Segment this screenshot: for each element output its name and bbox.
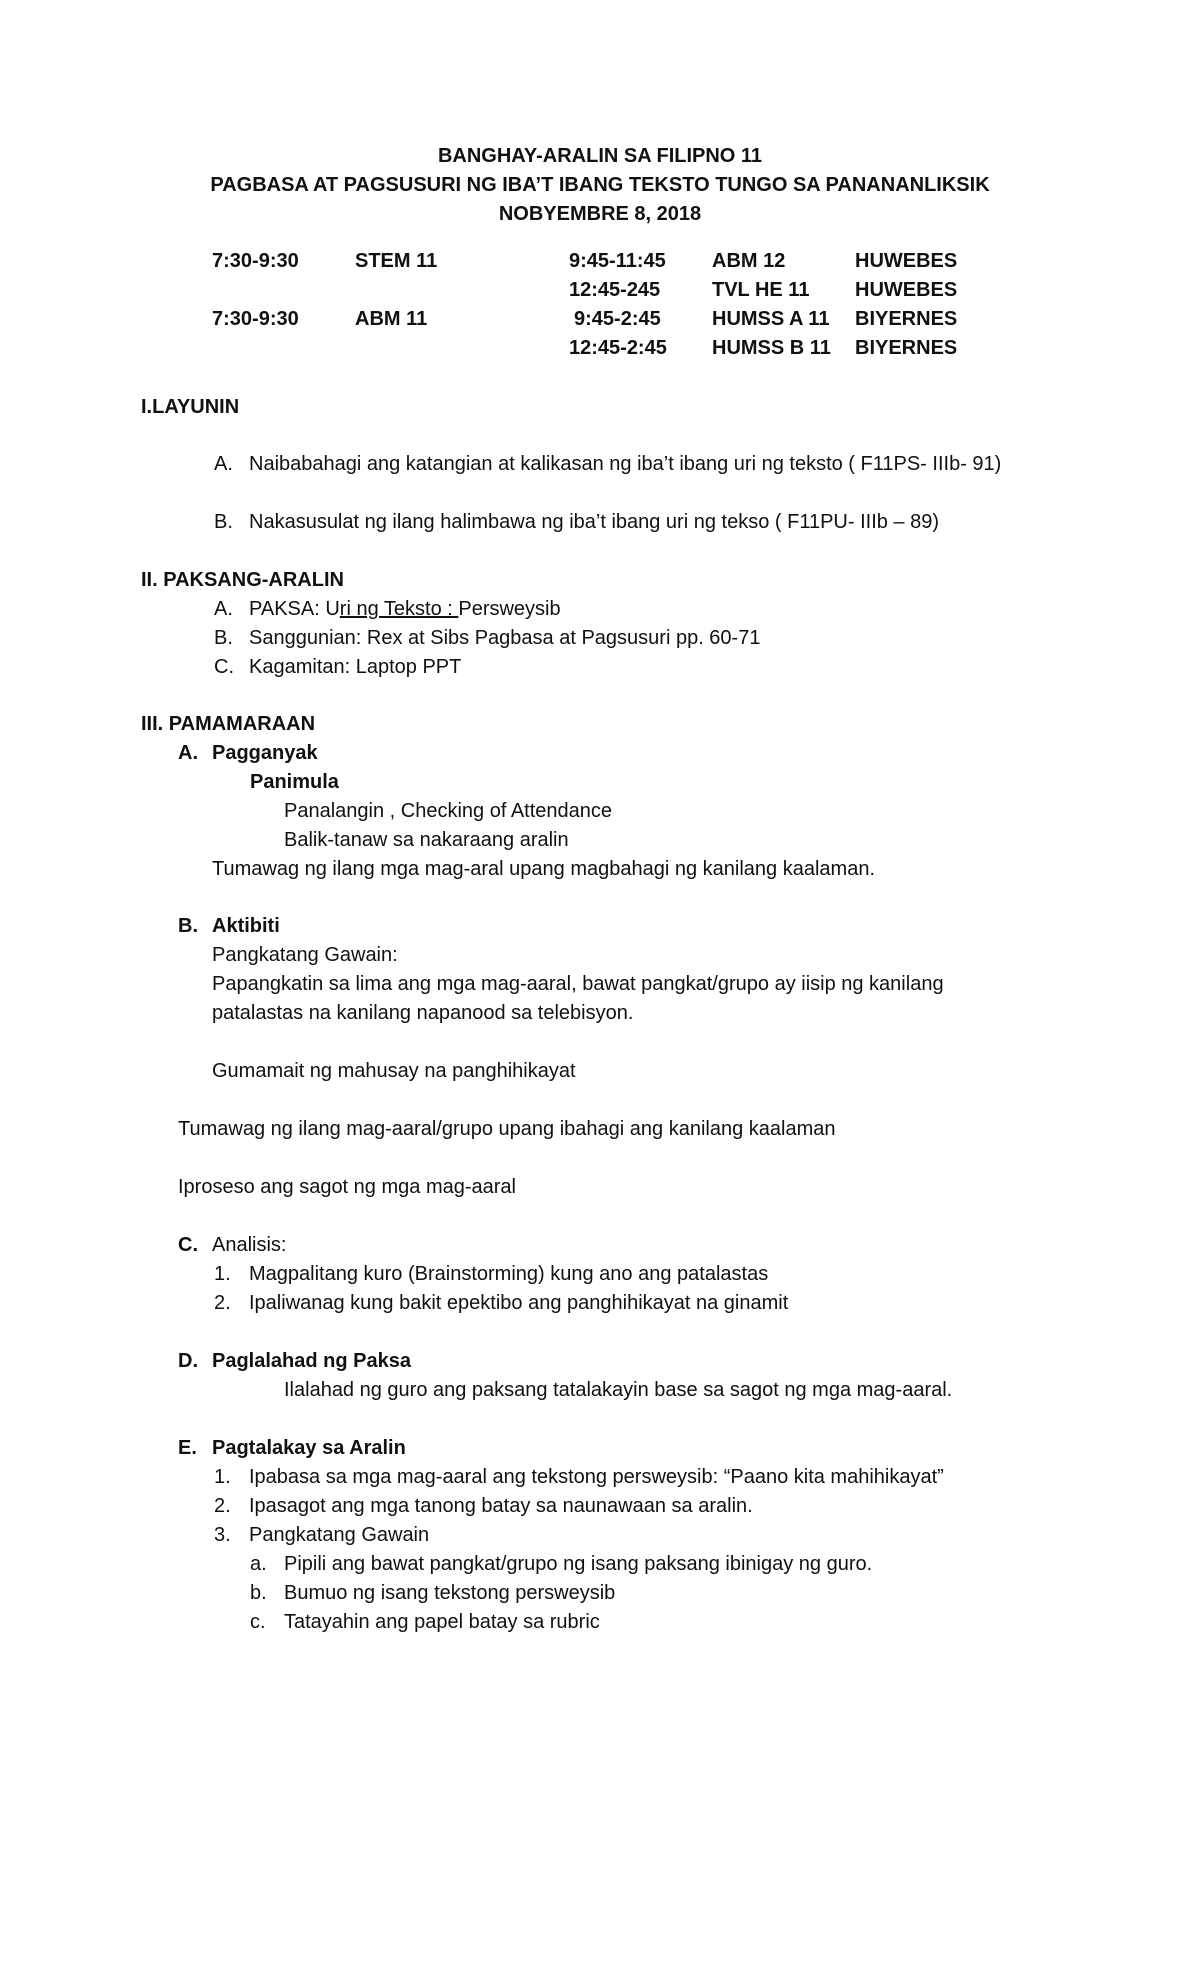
list-marker: C. [178, 1234, 198, 1256]
list-marker: C. [214, 656, 234, 678]
subsection-title: Pagtalakay sa Aralin [212, 1437, 406, 1459]
section-heading-layunin: I.LAYUNIN [141, 396, 240, 418]
list-marker: D. [178, 1350, 198, 1372]
paragraph: Ilalahad ng guro ang paksang tatalakayin base sa sagot ng mga mag-aaral. [284, 1379, 953, 1401]
schedule-time: 12:45-2:45 [569, 337, 667, 359]
schedule-class: HUMSS B 11 [712, 337, 831, 359]
document-title: BANGHAY-ARALIN SA FILIPNO 11 [437, 145, 763, 167]
list-item: Nakasusulat ng ilang halimbawa ng iba’t ibang uri ng tekso ( F11PU- IIIb – 89) [249, 511, 940, 533]
paksa-label: PAKSA: U [249, 598, 340, 620]
list-marker: a. [250, 1553, 267, 1575]
list-marker: A. [214, 453, 233, 475]
subsection-title: Analisis: [212, 1234, 287, 1256]
subsection-title: Paglalahad ng Paksa [212, 1350, 411, 1372]
schedule-time: 9:45-2:45 [574, 308, 661, 330]
list-item: Tatayahin ang papel batay sa rubric [284, 1611, 600, 1633]
paragraph: Tumawag ng ilang mag-aaral/grupo upang ibahagi ang kanilang kaalaman [178, 1118, 836, 1140]
list-marker: E. [178, 1437, 197, 1459]
list-item: Ipasagot ang mga tanong batay sa naunawaan sa aralin. [249, 1495, 753, 1517]
schedule-class: ABM 12 [712, 250, 786, 272]
list-item: Ipaliwanag kung bakit epektibo ang panghihikayat na ginamit [249, 1292, 789, 1314]
subsection-title: Pagganyak [212, 742, 318, 764]
paksa-line [249, 596, 561, 622]
paragraph: patalastas na kanilang napanood sa telebisyon. [212, 1002, 634, 1024]
schedule-day: HUWEBES [855, 250, 958, 272]
list-marker: c. [250, 1611, 266, 1633]
schedule-day: BIYERNES [855, 337, 958, 359]
paksa-underlined: ri ng Teksto : [339, 598, 459, 620]
list-item: Magpalitang kuro (Brainstorming) kung ano ang patalastas [249, 1263, 769, 1285]
paragraph: Papangkatin sa lima ang mga mag-aaral, bawat pangkat/grupo ay iisip ng kanilang [212, 973, 944, 995]
paragraph: Gumamait ng mahusay na panghihikayat [212, 1060, 576, 1082]
list-marker: 3. [214, 1524, 231, 1546]
list-item: Naibabahagi ang katangian at kalikasan ng iba’t ibang uri ng teksto ( F11PS- IIIb- 91) [249, 453, 1002, 475]
schedule-class: HUMSS A 11 [712, 308, 830, 330]
list-item: Pipili ang bawat pangkat/grupo ng isang paksang ibinigay ng guro. [284, 1553, 873, 1575]
subsection-title: Aktibiti [212, 915, 280, 937]
schedule-day: BIYERNES [855, 308, 958, 330]
paragraph: Tumawag ng ilang mga mag-aral upang magbahagi ng kanilang kaalaman. [212, 858, 876, 880]
schedule-day: HUWEBES [855, 279, 958, 301]
schedule-time: 12:45-245 [569, 279, 661, 301]
section-heading-paksang-aralin: II. PAKSANG-ARALIN [141, 569, 344, 591]
paragraph: Panalangin , Checking of Attendance [284, 800, 613, 822]
schedule-time: 9:45-11:45 [569, 250, 666, 272]
list-item: Sanggunian: Rex at Sibs Pagbasa at Pagsusuri pp. 60-71 [249, 627, 761, 649]
list-marker: B. [214, 511, 233, 533]
schedule-class: TVL HE 11 [712, 279, 810, 301]
list-marker: 2. [214, 1292, 231, 1314]
list-item: Bumuo ng isang tekstong persweysib [284, 1582, 616, 1604]
subsection-subtitle: Panimula [250, 771, 339, 793]
schedule-time: 7:30-9:30 [212, 308, 299, 330]
list-marker: B. [178, 915, 198, 937]
list-item: Pangkatang Gawain [249, 1524, 430, 1546]
paragraph: Balik-tanaw sa nakaraang aralin [284, 829, 569, 851]
list-item: Ipabasa sa mga mag-aaral ang tekstong persweysib: “Paano kita mahihikayat” [249, 1466, 944, 1488]
document-date: NOBYEMBRE 8, 2018 [498, 203, 702, 225]
list-marker: 1. [214, 1263, 231, 1285]
list-item: Kagamitan: Laptop PPT [249, 656, 462, 678]
list-marker: B. [214, 627, 233, 649]
document-subtitle: PAGBASA AT PAGSUSURI NG IBA’T IBANG TEKSTO TUNGO SA PANANANLIKSIK [210, 174, 990, 196]
list-marker: 1. [214, 1466, 231, 1488]
list-marker: b. [250, 1582, 267, 1604]
list-marker: 2. [214, 1495, 231, 1517]
section-heading-pamamaraan: III. PAMAMARAAN [141, 713, 316, 735]
list-marker: A. [214, 598, 233, 620]
schedule-time: 7:30-9:30 [212, 250, 299, 272]
schedule-class: STEM 11 [355, 250, 438, 272]
paragraph: Pangkatang Gawain: [212, 944, 398, 966]
list-marker: A. [178, 742, 198, 764]
schedule-class: ABM 11 [355, 308, 428, 330]
paksa-value: Persweysib [458, 598, 561, 620]
paragraph: Iproseso ang sagot ng mga mag-aaral [178, 1176, 516, 1198]
